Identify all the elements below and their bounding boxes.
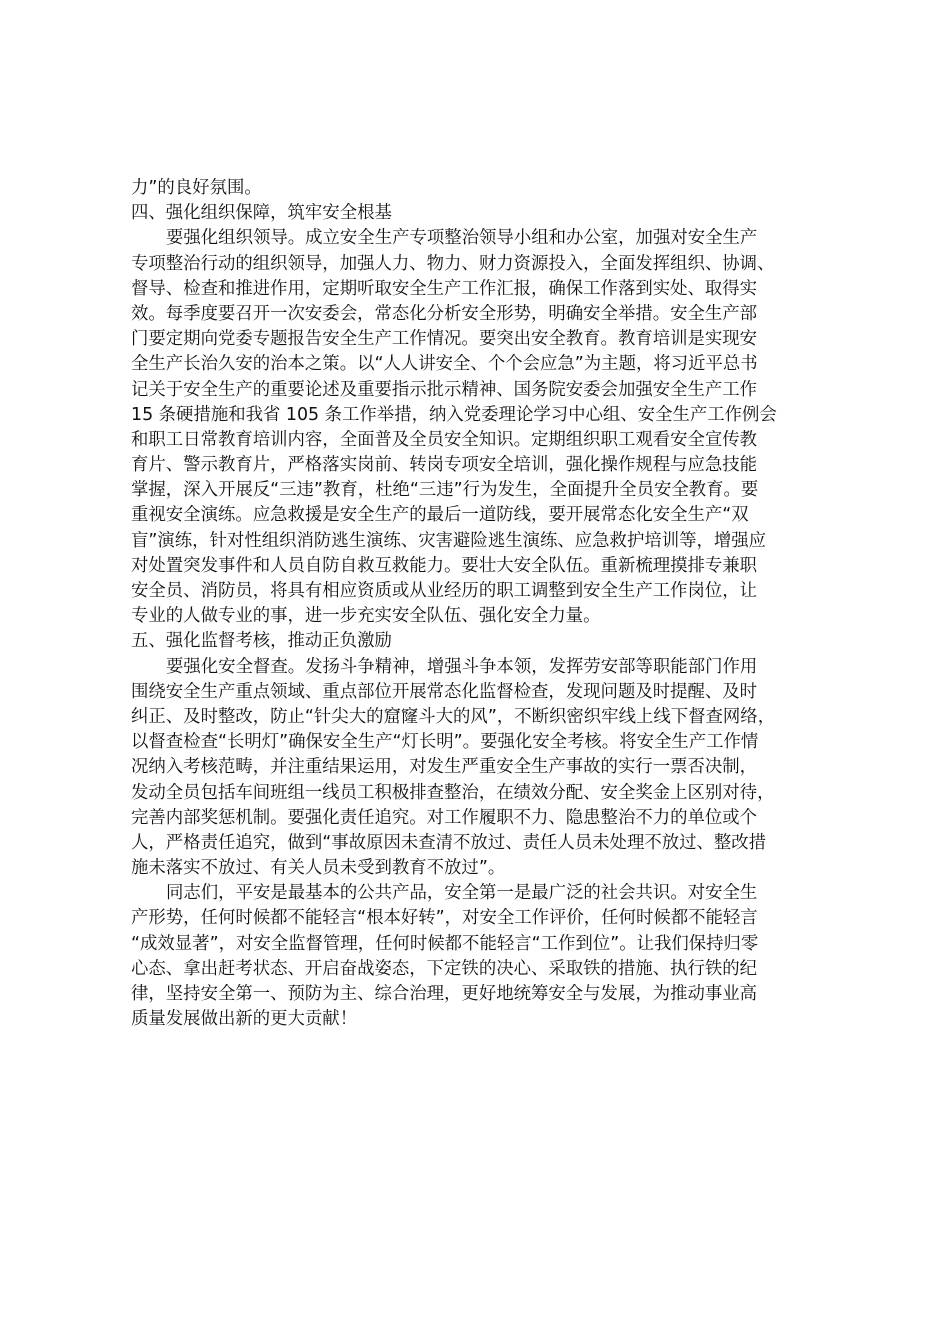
text-line: 15 条硬措施和我省 105 条工作举措，纳入党委理论学习中心组、安全生产工作例会 [131,404,777,425]
text-line: 完善内部奖惩机制。要强化责任追究。对工作履职不力、隐患整治不力的单位或个 [131,807,758,828]
text-line: 四、强化组织保障，筑牢安全根基 [131,203,392,224]
text-line: 安全员、消防员，将具有相应资质或从业经历的职工调整到安全生产工作岗位，让 [131,581,758,601]
text-line: 心态、拿出赶考状态、开启奋战姿态，下定铁的决心、采取铁的措施、执行铁的纪 [131,958,758,979]
text-line: 重视安全演练。应急救援是安全生产的最后一道防线，要开展常态化安全生产“双 [131,505,749,526]
text-line: 对处置突发事件和人员自防自救互救能力。要壮大安全队伍。重新梳理摸排专兼职 [131,555,758,576]
text-line: 律，坚持安全第一、预防为主、综合治理，更好地统筹安全与发展，为推动事业高 [131,984,758,1004]
text-line: 质量发展做出新的更大贡献！ [131,1009,358,1030]
document-body [131,176,851,1032]
text-line: 育片、警示教育片，严格落实岗前、转岗专项安全培训，强化操作规程与应急技能 [131,455,758,476]
text-line: “成效显著”，对安全监督管理，任何时候都不能轻言“工作到位”。让我们保持归零 [131,933,759,954]
text-line: 效。每季度要召开一次安委会，常态化分析安全形势，明确安全举措。安全生产部 [131,303,758,324]
text-line: 产形势，任何时候都不能轻言“根本好转”，对安全工作评价，任何时候都不能轻言 [131,908,758,929]
text-line: 力”的良好氛围。 [131,178,262,198]
text-line: 围绕安全生产重点领域、重点部位开展常态化监督检查，发现问题及时提醒、及时 [131,681,758,702]
text-line: 督导、检查和推进作用，定期听取安全生产工作汇报，确保工作落到实处、取得实 [131,278,758,299]
text-line: 施未落实不放过、有关人员未受到教育不放过”。 [131,858,506,879]
text-line: 纠正、及时整改，防止“针尖大的窟窿斗大的风”，不断织密织牢线上线下督查网络， [131,706,776,727]
text-line: 盲”演练，针对性组织消防逃生演练、灾害避险逃生演练、应急救护培训等，增强应 [131,530,767,551]
text-line: 专项整治行动的组织领导，加强人力、物力、财力资源投入，全面发挥组织、协调、 [131,253,775,274]
text-line: 全生产长治久安的治本之策。以“人人讲安全、个个会应急”为主题，将习近平总书 [131,354,758,375]
text-line: 同志们，平安是最基本的公共产品，安全第一是最广泛的社会共识。对安全生 [166,883,758,904]
text-line: 五、强化监督考核，推动正负激励 [131,631,392,652]
text-line: 记关于安全生产的重要论述及重要指示批示精神、国务院安委会加强安全生产工作 [131,379,758,400]
text-line: 况纳入考核范畴，并注重结果运用，对发生严重安全生产事故的实行一票否决制， [131,757,758,778]
text-line: 门要定期向党委专题报告安全生产工作情况。要突出安全教育。教育培训是实现安 [131,329,758,350]
text-line: 专业的人做专业的事，进一步充实安全队伍、强化安全力量。 [131,606,601,627]
text-line: 要强化安全督查。发扬斗争精神，增强斗争本领，发挥劳安部等职能部门作用 [166,656,758,677]
text-line: 掌握，深入开展反“三违”教育，杜绝“三违”行为发生，全面提升全员安全教育。要 [131,480,759,501]
text-line: 发动全员包括车间班组一线员工积极排查整治，在绩效分配、安全奖金上区别对待， [131,782,775,803]
text-line: 要强化组织领导。成立安全生产专项整治领导小组和办公室，加强对安全生产 [166,228,758,249]
text-line: 和职工日常教育培训内容，全面普及全员安全知识。定期组织职工观看安全宣传教 [131,429,758,450]
text-line: 以督查检查“长明灯”确保安全生产“灯长明”。要强化安全考核。将安全生产工作情 [131,732,759,753]
text-line: 人，严格责任追究，做到“事故原因未查清不放过、责任人员未处理不放过、整改措 [131,832,767,853]
